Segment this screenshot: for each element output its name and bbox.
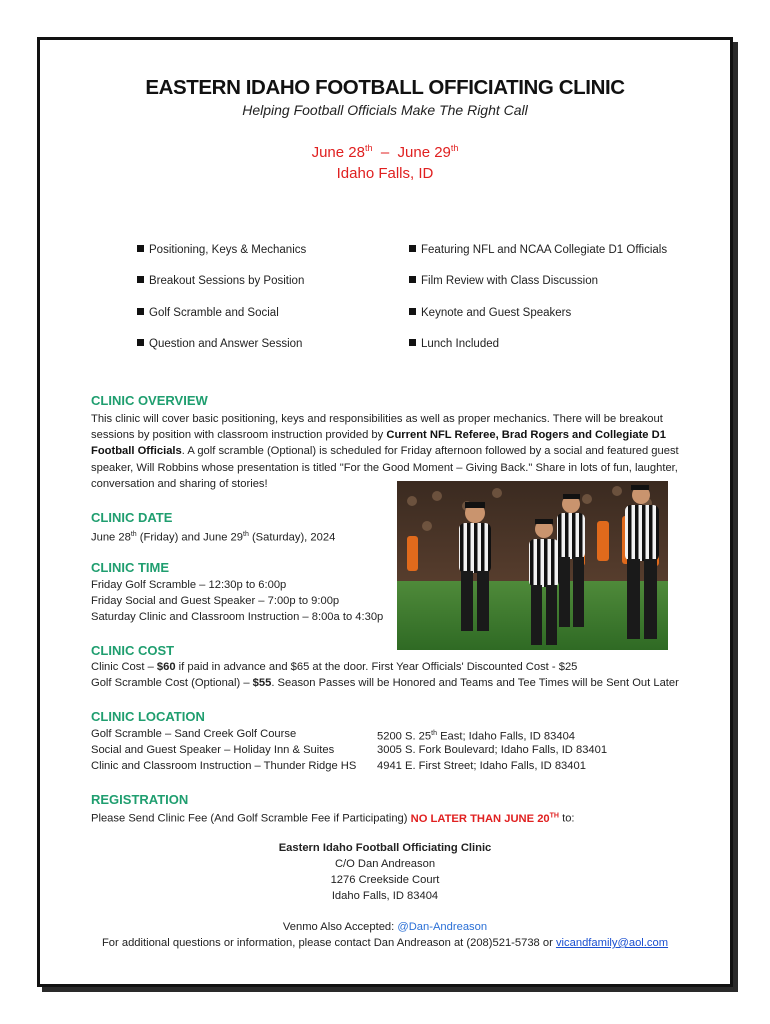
address-line: 5200 S. 25th East; Idaho Falls, ID 83404 <box>377 730 576 743</box>
event-dates <box>40 143 730 161</box>
bullet-square-icon <box>409 276 416 283</box>
cost-line: Clinic Cost – $60 if paid in advance and $65 at the door. First Year Officials' Discounted Cost - $25 <box>91 661 578 673</box>
bullet-square-icon <box>137 276 144 283</box>
venue-line: Golf Scramble – Sand Creek Golf Course <box>91 728 297 740</box>
venmo-handle: @Dan-Andreason <box>397 921 488 933</box>
date-start-sup: th <box>364 143 373 153</box>
mailing-address-line: 1276 Creekside Court <box>330 874 440 886</box>
feature-item: Breakout Sessions by Position <box>137 275 304 287</box>
time-line: Saturday Clinic and Classroom Instruction – 8:00a to 4:30p <box>91 611 384 623</box>
registration-heading: REGISTRATION <box>91 792 189 807</box>
page-title: EASTERN IDAHO FOOTBALL OFFICIATING CLINIC <box>145 76 625 99</box>
feature-item: Positioning, Keys & Mechanics <box>137 244 306 256</box>
venmo-line: Venmo Also Accepted: @Dan-Andreason <box>282 921 488 933</box>
date-start: June 28 <box>311 144 365 161</box>
venue-line: Clinic and Classroom Instruction – Thunder Ridge HS <box>91 760 357 772</box>
registration-line: Please Send Clinic Fee (And Golf Scramble Fee if Participating) NO LATER THAN JUNE 20TH to: <box>91 812 575 825</box>
feature-item: Question and Answer Session <box>137 338 302 350</box>
cost-heading: CLINIC COST <box>91 643 175 658</box>
date-end-sup: th <box>450 143 459 153</box>
event-location: Idaho Falls, ID <box>336 165 434 182</box>
mailing-org: Eastern Idaho Football Officiating Clinic <box>278 842 492 854</box>
venue-line: Social and Guest Speaker – Holiday Inn & Suites <box>91 744 335 756</box>
overview-heading: CLINIC OVERVIEW <box>91 393 208 408</box>
bullet-square-icon <box>409 339 416 346</box>
overview-paragraph: This clinic will cover basic positioning, keys and responsibilities as well as proper mechanics. There will be breakout sessions by position with classroom instruction provided by Current NFL Referee, Brad Rogers and Collegiate D1 Football Officials. A golf scramble (Optional) is scheduled for Friday afternoon followed by a social and featured guest speaker, Will Robbins whose presentation is titled "For the Good Moment – Giving Back." Share in lots of fun, laughter, conversation and sharing of stories! <box>91 413 679 490</box>
feature-item: Golf Scramble and Social <box>137 307 279 319</box>
football-officials-photo <box>397 481 668 650</box>
date-heading: CLINIC DATE <box>91 510 173 525</box>
deadline-text: NO LATER THAN JUNE 20TH <box>410 812 559 825</box>
mailing-address-line: Idaho Falls, ID 83404 <box>331 890 439 902</box>
date-end: June 29 <box>397 144 451 161</box>
bullet-square-icon <box>137 245 144 252</box>
time-line: Friday Golf Scramble – 12:30p to 6:00p <box>91 579 287 591</box>
time-line: Friday Social and Guest Speaker – 7:00p to 9:00p <box>91 595 340 607</box>
address-line: 3005 S. Fork Boulevard; Idaho Falls, ID 83401 <box>377 744 608 756</box>
bullet-square-icon <box>137 308 144 315</box>
feature-item: Keynote and Guest Speakers <box>409 307 571 319</box>
address-line: 4941 E. First Street; Idaho Falls, ID 83401 <box>377 760 586 772</box>
time-heading: CLINIC TIME <box>91 560 169 575</box>
page-frame <box>37 37 733 987</box>
mailing-address-line: C/O Dan Andreason <box>334 858 436 870</box>
feature-item: Film Review with Class Discussion <box>409 275 598 287</box>
bullet-square-icon <box>137 339 144 346</box>
feature-item: Lunch Included <box>409 338 499 350</box>
email-link[interactable]: vicandfamily@aol.com <box>555 937 669 949</box>
bullet-square-icon <box>409 308 416 315</box>
contact-line: For additional questions or information, please contact Dan Andreason at (208)521-5738 or vicandfamily@aol.com <box>101 937 669 949</box>
date-separator: – <box>380 144 390 161</box>
feature-item: Featuring NFL and NCAA Collegiate D1 Officials <box>409 244 667 256</box>
bullet-square-icon <box>409 245 416 252</box>
location-heading: CLINIC LOCATION <box>91 709 205 724</box>
date-line: June 28th (Friday) and June 29th (Saturday), 2024 <box>91 531 336 544</box>
page-subtitle: Helping Football Officials Make The Right Call <box>242 102 528 118</box>
cost-line: Golf Scramble Cost (Optional) – $55. Season Passes will be Honored and Teams and Tee Times will be Sent Out Later <box>91 677 679 689</box>
